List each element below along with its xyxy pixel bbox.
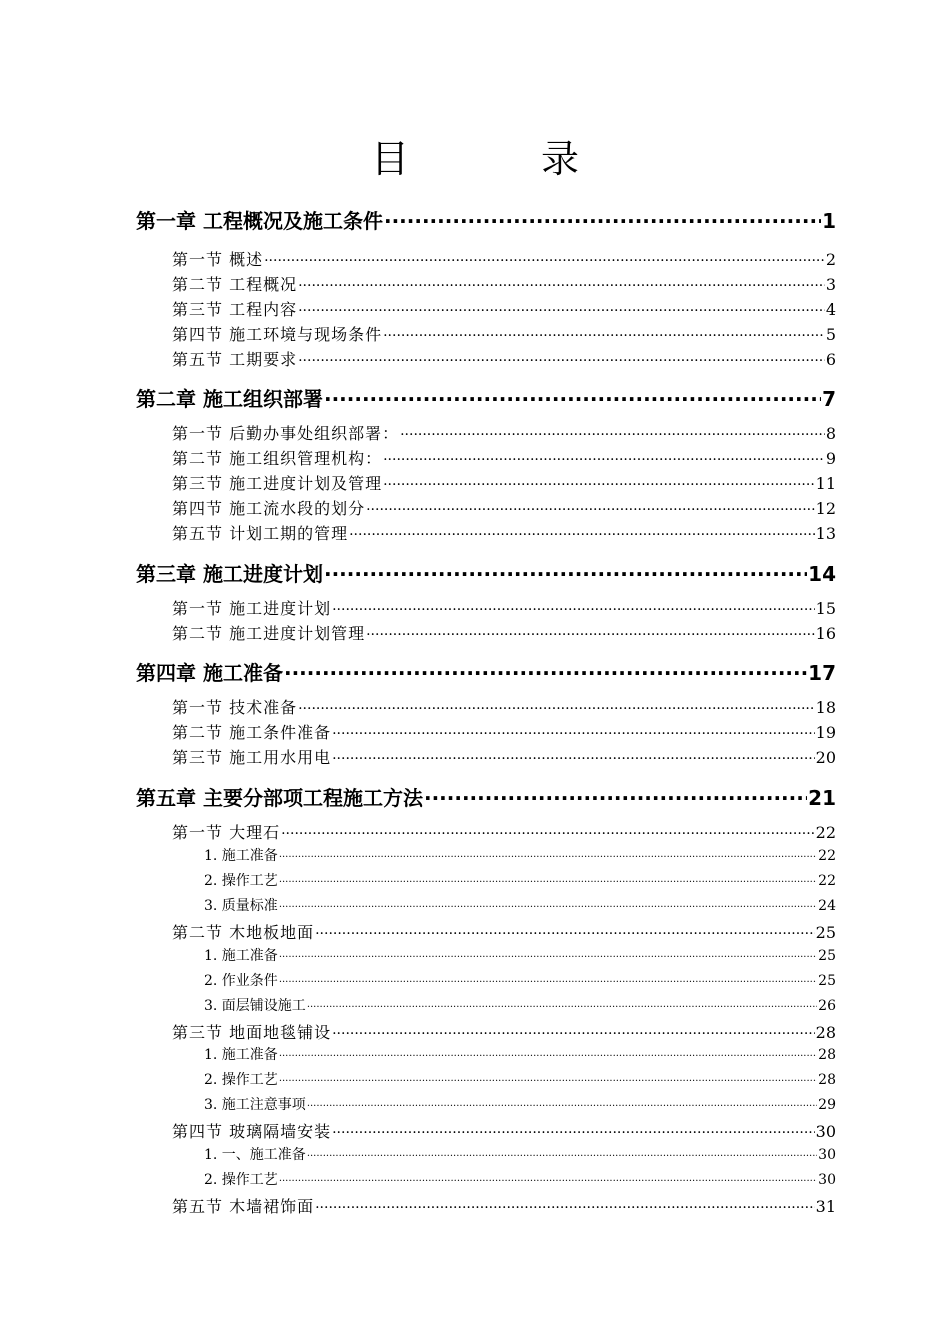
toc-entry-label: 2. 作业条件: [204, 973, 278, 989]
toc-entry-label: 1. 施工准备: [204, 848, 278, 864]
toc-page-number: 18: [815, 698, 836, 717]
toc-dot-leader: [324, 386, 821, 406]
toc-page-number: 15: [815, 599, 836, 618]
toc-dot-leader: [298, 274, 825, 290]
toc-page-number: 13: [815, 524, 836, 543]
toc-dot-leader: [315, 922, 815, 938]
toc-dot-leader: [366, 623, 815, 639]
toc-entry-section[interactable]: [172, 272, 836, 294]
toc-entry-section[interactable]: [172, 347, 836, 369]
toc-page-number: 4: [825, 300, 836, 319]
toc-dot-leader: [424, 785, 807, 805]
toc-page-number: 31: [815, 1197, 836, 1216]
toc-entry-section[interactable]: [172, 446, 836, 468]
toc-page-number: 22: [815, 823, 836, 842]
toc-entry-sub[interactable]: [204, 1094, 836, 1114]
toc-dot-leader: [264, 249, 825, 265]
toc-entry-sub[interactable]: [204, 870, 836, 890]
toc-entry-label: 第一章 工程概况及施工条件: [136, 209, 383, 233]
toc-page-number: 19: [815, 723, 836, 742]
toc-page-number: 21: [808, 786, 836, 810]
toc-entry-label: 第四节 施工环境与现场条件: [172, 325, 383, 344]
toc-dot-leader: [332, 1022, 815, 1038]
toc-page-number: 29: [818, 1097, 836, 1113]
toc-entry-label: 第二节 工程概况: [172, 275, 298, 294]
toc-page-number: 3: [825, 275, 836, 294]
toc-entry-label: 第三节 施工用水用电: [172, 748, 332, 767]
toc-dot-leader: [279, 946, 817, 960]
toc-entry-label: 第五节 木墙裙饰面: [172, 1197, 315, 1216]
toc-dot-leader: [383, 324, 825, 340]
toc-page-number: 22: [818, 873, 836, 889]
toc-page-number: 2: [825, 250, 836, 269]
toc-page-number: 28: [818, 1047, 836, 1063]
toc-entry-section[interactable]: [172, 596, 836, 618]
toc-page-number: 16: [815, 624, 836, 643]
toc-dot-leader: [324, 561, 807, 581]
toc-entry-label: 第四节 施工流水段的划分: [172, 499, 366, 518]
toc-entry-label: 第三节 施工进度计划及管理: [172, 474, 383, 493]
toc-page-number: 6: [825, 350, 836, 369]
toc-dot-leader: [383, 448, 825, 464]
toc-entry-label: 1. 一、施工准备: [204, 1147, 306, 1163]
toc-dot-leader: [332, 722, 815, 738]
toc-page-number: 28: [818, 1072, 836, 1088]
toc-dot-leader: [307, 996, 817, 1010]
toc-page-number: 24: [818, 898, 836, 914]
toc-entry-sub[interactable]: [204, 1069, 836, 1089]
toc-entry-section[interactable]: [172, 496, 836, 518]
toc-entry-label: 3. 质量标准: [204, 898, 278, 914]
toc-dot-leader: [298, 299, 825, 315]
toc-entry-chapter[interactable]: [136, 657, 836, 685]
toc-page-number: 25: [815, 923, 836, 942]
toc-entry-label: 第三章 施工进度计划: [136, 562, 323, 586]
toc-entry-label: 第一节 后勤办事处组织部署：: [172, 424, 400, 443]
toc-entry-label: 1. 施工准备: [204, 948, 278, 964]
toc-page-number: 26: [818, 998, 836, 1014]
toc-entry-section[interactable]: [172, 247, 836, 269]
toc-dot-leader: [400, 423, 825, 439]
toc-entry-section[interactable]: [172, 322, 836, 344]
toc-entry-label: 3. 施工注意事项: [204, 1097, 306, 1113]
toc-entry-sub[interactable]: [204, 845, 836, 865]
toc-dot-leader: [384, 208, 821, 228]
toc-dot-leader: [315, 1196, 815, 1212]
toc-dot-leader: [298, 697, 815, 713]
toc-entry-label: 第五章 主要分部项工程施工方法: [136, 786, 423, 810]
toc-dot-leader: [284, 660, 807, 680]
toc-page-number: 8: [825, 424, 836, 443]
toc-dot-leader: [281, 822, 815, 838]
toc-dot-leader: [383, 473, 815, 489]
toc-entry-label: 第二节 施工进度计划管理: [172, 624, 366, 643]
toc-entry-section[interactable]: [172, 1119, 836, 1141]
toc-entry-label: 第四章 施工准备: [136, 661, 283, 685]
toc-entry-label: 第四节 玻璃隔墙安装: [172, 1122, 332, 1141]
toc-entry-sub[interactable]: [204, 1144, 836, 1164]
toc-dot-leader: [307, 1095, 817, 1109]
toc-entry-section[interactable]: [172, 521, 836, 543]
toc-entry-section[interactable]: [172, 695, 836, 717]
toc-entry-label: 2. 操作工艺: [204, 873, 278, 889]
toc-entry-sub[interactable]: [204, 895, 836, 915]
toc-page-number: 20: [815, 748, 836, 767]
toc-page-number: 30: [818, 1172, 836, 1188]
toc-entry-sub[interactable]: [204, 970, 836, 990]
toc-entry-section[interactable]: [172, 1020, 836, 1042]
toc-dot-leader: [279, 1070, 817, 1084]
toc-entry-section[interactable]: [172, 720, 836, 742]
toc-entry-section[interactable]: [172, 820, 836, 842]
toc-entry-label: 2. 操作工艺: [204, 1072, 278, 1088]
toc-dot-leader: [332, 747, 815, 763]
toc-page-number: 30: [818, 1147, 836, 1163]
toc-page-number: 12: [815, 499, 836, 518]
toc-page-number: 25: [818, 973, 836, 989]
toc-entry-section[interactable]: [172, 920, 836, 942]
toc-page-number: 30: [815, 1122, 836, 1141]
toc-page-number: 25: [818, 948, 836, 964]
toc-page-number: 11: [815, 474, 836, 493]
toc-entry-label: 2. 操作工艺: [204, 1172, 278, 1188]
toc-page-number: 17: [808, 661, 836, 685]
toc-page-number: 7: [822, 387, 836, 411]
toc-page-number: 1: [822, 209, 836, 233]
toc-entry-chapter[interactable]: [136, 558, 836, 586]
toc-entry-label: 第五节 工期要求: [172, 350, 298, 369]
toc-dot-leader: [279, 1045, 817, 1059]
toc-entry-sub[interactable]: [204, 1169, 836, 1189]
toc-dot-leader: [279, 1170, 817, 1184]
toc-entry-chapter[interactable]: [136, 782, 836, 810]
toc-entry-label: 第一节 施工进度计划: [172, 599, 332, 618]
toc-dot-leader: [332, 1121, 815, 1137]
toc-dot-leader: [349, 523, 815, 539]
toc-entry-label: 1. 施工准备: [204, 1047, 278, 1063]
toc-entry-label: 第五节 计划工期的管理: [172, 524, 349, 543]
toc-dot-leader: [332, 598, 815, 614]
toc-dot-leader: [307, 1145, 817, 1159]
toc-entry-label: 第二章 施工组织部署: [136, 387, 323, 411]
toc-entry-section[interactable]: [172, 471, 836, 493]
toc-dot-leader: [279, 871, 817, 885]
toc-page-number: 5: [825, 325, 836, 344]
toc-entry-chapter[interactable]: [136, 383, 836, 411]
toc-entry-label: 第三节 地面地毯铺设: [172, 1023, 332, 1042]
toc-title: 目 录: [370, 137, 640, 181]
toc-dot-leader: [298, 349, 825, 365]
toc-page-number: 14: [808, 562, 836, 586]
toc-entry-sub[interactable]: [204, 995, 836, 1015]
toc-entry-label: 第一节 大理石: [172, 823, 281, 842]
toc-dot-leader: [279, 896, 817, 910]
toc-dot-leader: [279, 971, 817, 985]
toc-entry-label: 第一节 技术准备: [172, 698, 298, 717]
toc-entry-label: 第二节 施工组织管理机构：: [172, 449, 383, 468]
toc-entry-label: 第二节 木地板地面: [172, 923, 315, 942]
toc-page-number: 28: [815, 1023, 836, 1042]
toc-page-number: 22: [818, 848, 836, 864]
toc-entry-section[interactable]: [172, 745, 836, 767]
toc-entry-chapter[interactable]: [136, 205, 836, 233]
toc-entry-label: 第二节 施工条件准备: [172, 723, 332, 742]
toc-entry-sub[interactable]: [204, 1044, 836, 1064]
toc-entry-label: 第一节 概述: [172, 250, 264, 269]
toc-entry-sub[interactable]: [204, 945, 836, 965]
toc-entry-label: 3. 面层铺设施工: [204, 998, 306, 1014]
toc-entry-section[interactable]: [172, 621, 836, 643]
toc-entry-section[interactable]: [172, 421, 836, 443]
toc-entry-section[interactable]: [172, 297, 836, 319]
toc-dot-leader: [366, 498, 815, 514]
toc-entry-label: 第三节 工程内容: [172, 300, 298, 319]
toc-entry-section[interactable]: [172, 1194, 836, 1216]
toc-page-number: 9: [825, 449, 836, 468]
toc-dot-leader: [279, 846, 817, 860]
